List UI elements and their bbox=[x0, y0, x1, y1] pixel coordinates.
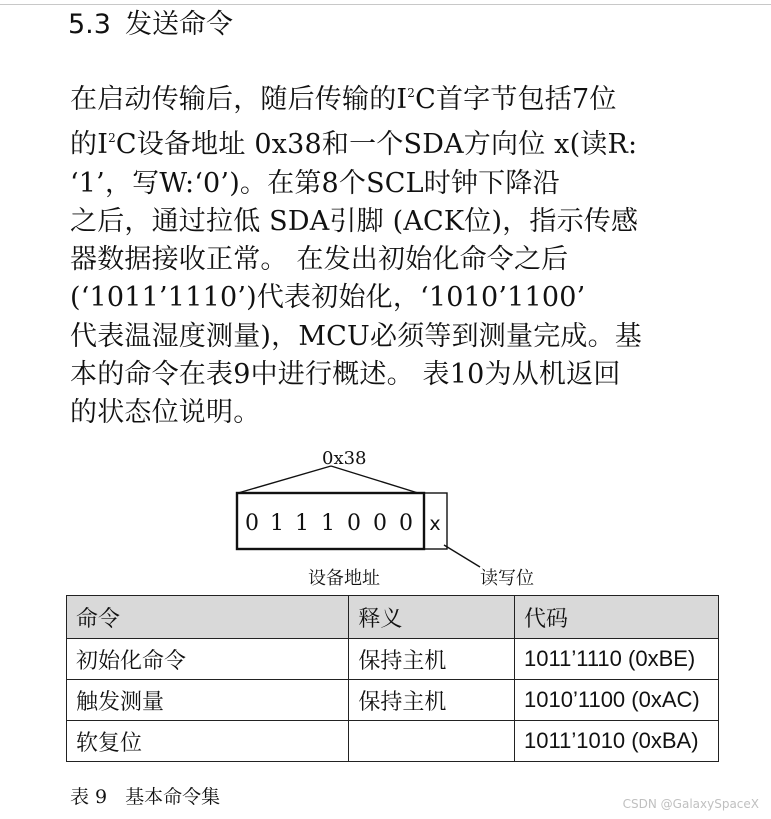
basic-command-table bbox=[66, 595, 719, 762]
cell-command: 触发测量 bbox=[67, 680, 349, 721]
section-number: 5.3 bbox=[68, 9, 111, 40]
caption-number: 表 9 bbox=[70, 786, 108, 808]
address-bit-0: 0 bbox=[399, 511, 413, 536]
cell-code: 1010’1100 (0xAC) bbox=[515, 680, 719, 721]
cell-code: 1011’1110 (0xBE) bbox=[515, 639, 719, 680]
address-bit-4: 1 bbox=[295, 511, 309, 536]
table-caption bbox=[70, 782, 220, 809]
address-bit-2: 0 bbox=[347, 511, 361, 536]
text-run: C首字节包括7位 bbox=[415, 84, 617, 115]
superscript: 2 bbox=[108, 131, 116, 146]
paragraph-line-7: 代表温湿度测量)，MCU必须等到测量完成。基 bbox=[70, 320, 642, 352]
paragraph-line-2 bbox=[70, 119, 680, 164]
rw-bit-label: 读写位 bbox=[480, 568, 534, 589]
section-title: 发送命令 bbox=[124, 9, 233, 40]
header-command: 命令 bbox=[67, 596, 349, 639]
rw-bit: x bbox=[429, 513, 441, 535]
superscript: 2 bbox=[407, 86, 416, 100]
text-run: C设备地址 0x38和一个SDA方向位 x(读R: bbox=[115, 129, 638, 161]
address-byte-diagram bbox=[230, 445, 550, 590]
cell-meaning bbox=[349, 721, 515, 762]
cell-meaning: 保持主机 bbox=[349, 680, 515, 721]
address-bit-6: 0 bbox=[245, 511, 259, 536]
table-row bbox=[67, 721, 719, 762]
cell-code: 1011’1010 (0xBA) bbox=[515, 721, 719, 762]
paragraph-line-1 bbox=[70, 74, 680, 119]
address-bit-5: 1 bbox=[270, 511, 284, 536]
paragraph-line-5: 器数据接收正常。 在发出初始化命令之后 bbox=[70, 244, 569, 276]
caption-text: 基本命令集 bbox=[125, 786, 221, 808]
paragraph-line-9: 的状态位说明。 bbox=[70, 397, 261, 429]
paragraph-line-4: 之后，通过拉低 SDA引脚 (ACK位)，指示传感 bbox=[70, 205, 639, 237]
paragraph-line-8: 本的命令在表9中进行概述。 表10为从机返回 bbox=[70, 359, 621, 391]
header-code: 代码 bbox=[515, 596, 719, 639]
paragraph-line-3: ‘1’，写W:‘0’)。在第8个SCL时钟下降沿 bbox=[70, 167, 560, 199]
cell-command: 软复位 bbox=[67, 721, 349, 762]
table-row bbox=[67, 639, 719, 680]
section-heading bbox=[68, 6, 233, 44]
header-meaning: 释义 bbox=[349, 596, 515, 639]
watermark: CSDN @GalaxySpaceX bbox=[622, 797, 759, 811]
cell-meaning: 保持主机 bbox=[349, 639, 515, 680]
table-header-row bbox=[67, 596, 719, 639]
body-paragraph bbox=[70, 74, 680, 433]
address-bit-3: 1 bbox=[321, 511, 335, 536]
text-run: 的I bbox=[70, 129, 109, 161]
top-rule bbox=[0, 4, 771, 5]
brace-line-right bbox=[331, 466, 418, 493]
cell-command: 初始化命令 bbox=[67, 639, 349, 680]
table-row bbox=[67, 680, 719, 721]
text-run: 在启动传输后，随后传输的I bbox=[70, 84, 408, 115]
device-address-label: 设备地址 bbox=[308, 568, 380, 589]
rw-pointer-line bbox=[444, 545, 480, 567]
paragraph-line-6: (‘1011’1110’)代表初始化，‘1010’1100’ bbox=[70, 282, 586, 314]
address-hex-label: 0x38 bbox=[322, 448, 367, 469]
brace-line-left bbox=[238, 466, 331, 493]
address-bit-1: 0 bbox=[373, 511, 387, 536]
